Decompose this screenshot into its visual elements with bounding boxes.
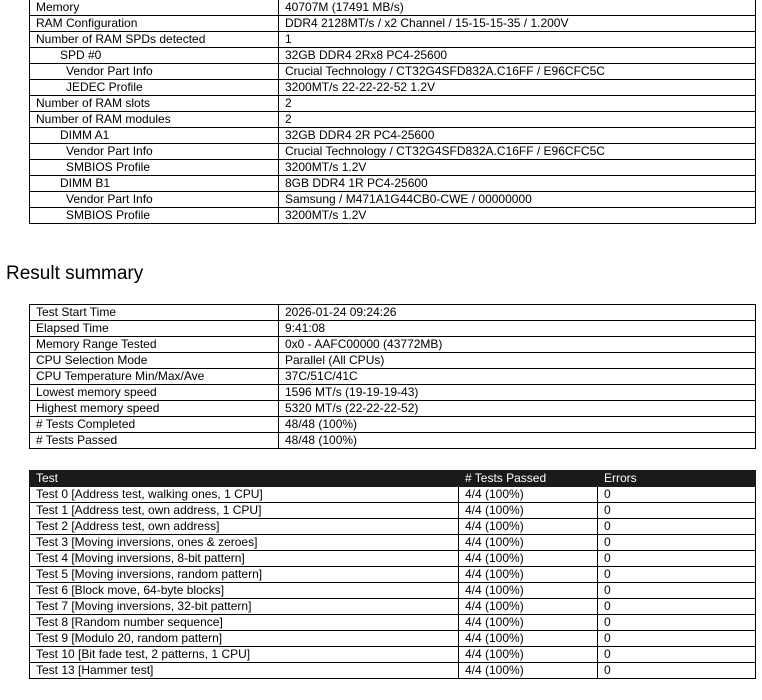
- system-info-body: [30, 0, 756, 224]
- test-results-body: [30, 487, 756, 679]
- system-info-row-label: JEDEC Profile: [30, 80, 279, 96]
- test-name-cell: Test 3 [Moving inversions, ones & zeroes]: [30, 535, 459, 551]
- tests-passed-cell: 4/4 (100%): [459, 631, 598, 647]
- test-name-cell: Test 6 [Block move, 64-byte blocks]: [30, 583, 459, 599]
- test-name-cell: Test 8 [Random number sequence]: [30, 615, 459, 631]
- summary-row-value: 1596 MT/s (19-19-19-43): [279, 385, 756, 401]
- summary-row: [30, 385, 756, 401]
- tests-passed-cell: 4/4 (100%): [459, 647, 598, 663]
- summary-row-value: 37C/51C/41C: [279, 369, 756, 385]
- tests-passed-cell: 4/4 (100%): [459, 519, 598, 535]
- tests-passed-cell: 4/4 (100%): [459, 615, 598, 631]
- test-name-cell: Test 5 [Moving inversions, random pattern]: [30, 567, 459, 583]
- system-info-row: [30, 112, 756, 128]
- test-name-cell: Test 1 [Address test, own address, 1 CPU]: [30, 503, 459, 519]
- test-results-header-row: [30, 471, 756, 487]
- system-info-row: [30, 192, 756, 208]
- summary-row: [30, 369, 756, 385]
- system-info-row-label: Memory: [30, 0, 279, 16]
- system-info-row: [30, 16, 756, 32]
- errors-cell: 0: [598, 567, 756, 583]
- system-info-row-label: SMBIOS Profile: [30, 208, 279, 224]
- tests-passed-cell: 4/4 (100%): [459, 551, 598, 567]
- summary-row: [30, 305, 756, 321]
- table-row: [30, 615, 756, 631]
- system-info-row-label: RAM Configuration: [30, 16, 279, 32]
- table-row: [30, 551, 756, 567]
- errors-cell: 0: [598, 663, 756, 679]
- system-info-row-value: Crucial Technology / CT32G4SFD832A.C16FF / E96CFC5C: [279, 64, 756, 80]
- system-info-row-value: 8GB DDR4 1R PC4-25600: [279, 176, 756, 192]
- test-name-cell: Test 7 [Moving inversions, 32-bit pattern]: [30, 599, 459, 615]
- system-info-row-label: Number of RAM slots: [30, 96, 279, 112]
- errors-cell: 0: [598, 535, 756, 551]
- summary-row-label: CPU Selection Mode: [30, 353, 279, 369]
- system-info-row-value: 3200MT/s 1.2V: [279, 208, 756, 224]
- test-name-cell: Test 13 [Hammer test]: [30, 663, 459, 679]
- system-info-table: [29, 0, 756, 224]
- errors-cell: 0: [598, 583, 756, 599]
- result-summary-heading: Result summary: [6, 263, 144, 284]
- errors-cell: 0: [598, 647, 756, 663]
- system-info-row-label: Number of RAM modules: [30, 112, 279, 128]
- summary-row-value: 48/48 (100%): [279, 433, 756, 449]
- summary-row: [30, 353, 756, 369]
- system-info-row: [30, 208, 756, 224]
- errors-cell: 0: [598, 503, 756, 519]
- system-info-row-value: 32GB DDR4 2R PC4-25600: [279, 128, 756, 144]
- summary-row-value: 9:41:08: [279, 321, 756, 337]
- summary-row-label: Elapsed Time: [30, 321, 279, 337]
- errors-cell: 0: [598, 487, 756, 503]
- summary-row-value: Parallel (All CPUs): [279, 353, 756, 369]
- table-row: [30, 535, 756, 551]
- table-row: [30, 599, 756, 615]
- summary-row: [30, 417, 756, 433]
- summary-row-label: Memory Range Tested: [30, 337, 279, 353]
- system-info-row: [30, 64, 756, 80]
- table-row: [30, 567, 756, 583]
- summary-row-label: # Tests Completed: [30, 417, 279, 433]
- test-results-table: [29, 470, 756, 679]
- test-name-cell: Test 10 [Bit fade test, 2 patterns, 1 CPU]: [30, 647, 459, 663]
- table-row: [30, 487, 756, 503]
- summary-row: [30, 433, 756, 449]
- table-row: [30, 647, 756, 663]
- summary-row-label: # Tests Passed: [30, 433, 279, 449]
- tests-passed-cell: 4/4 (100%): [459, 663, 598, 679]
- summary-row-label: Highest memory speed: [30, 401, 279, 417]
- table-row: [30, 583, 756, 599]
- table-row: [30, 503, 756, 519]
- summary-row: [30, 321, 756, 337]
- system-info-row-value: 3200MT/s 22-22-22-52 1.2V: [279, 80, 756, 96]
- column-header-tests-passed: # Tests Passed: [459, 471, 598, 487]
- system-info-row: [30, 144, 756, 160]
- system-info-row: [30, 96, 756, 112]
- system-info-row-label: SPD #0: [30, 48, 279, 64]
- system-info-row-value: 2: [279, 96, 756, 112]
- summary-row-label: Lowest memory speed: [30, 385, 279, 401]
- table-row: [30, 631, 756, 647]
- summary-row-value: 0x0 - AAFC00000 (43772MB): [279, 337, 756, 353]
- summary-row-value: 2026-01-24 09:24:26: [279, 305, 756, 321]
- system-info-row-value: 32GB DDR4 2Rx8 PC4-25600: [279, 48, 756, 64]
- system-info-row: [30, 80, 756, 96]
- summary-row: [30, 401, 756, 417]
- test-name-cell: Test 2 [Address test, own address]: [30, 519, 459, 535]
- system-info-row-label: Vendor Part Info: [30, 192, 279, 208]
- test-name-cell: Test 9 [Modulo 20, random pattern]: [30, 631, 459, 647]
- system-info-row-value: Samsung / M471A1G44CB0-CWE / 00000000: [279, 192, 756, 208]
- summary-row-value: 5320 MT/s (22-22-22-52): [279, 401, 756, 417]
- summary-row: [30, 337, 756, 353]
- system-info-row-label: Number of RAM SPDs detected: [30, 32, 279, 48]
- system-info-row-label: Vendor Part Info: [30, 64, 279, 80]
- table-row: [30, 519, 756, 535]
- column-header-test: Test: [30, 471, 459, 487]
- tests-passed-cell: 4/4 (100%): [459, 535, 598, 551]
- tests-passed-cell: 4/4 (100%): [459, 583, 598, 599]
- summary-row-value: 48/48 (100%): [279, 417, 756, 433]
- tests-passed-cell: 4/4 (100%): [459, 567, 598, 583]
- result-summary-body: [30, 305, 756, 449]
- summary-row-label: CPU Temperature Min/Max/Ave: [30, 369, 279, 385]
- system-info-row: [30, 32, 756, 48]
- system-info-row-value: 1: [279, 32, 756, 48]
- test-name-cell: Test 0 [Address test, walking ones, 1 CPU]: [30, 487, 459, 503]
- tests-passed-cell: 4/4 (100%): [459, 503, 598, 519]
- system-info-row: [30, 48, 756, 64]
- result-summary-table: [29, 304, 756, 449]
- tests-passed-cell: 4/4 (100%): [459, 599, 598, 615]
- errors-cell: 0: [598, 599, 756, 615]
- errors-cell: 0: [598, 631, 756, 647]
- tests-passed-cell: 4/4 (100%): [459, 487, 598, 503]
- errors-cell: 0: [598, 551, 756, 567]
- system-info-row-label: DIMM B1: [30, 176, 279, 192]
- system-info-row-value: 40707M (17491 MB/s): [279, 0, 756, 16]
- system-info-row: [30, 160, 756, 176]
- system-info-row-label: DIMM A1: [30, 128, 279, 144]
- system-info-row: [30, 128, 756, 144]
- system-info-row-label: SMBIOS Profile: [30, 160, 279, 176]
- system-info-row: [30, 176, 756, 192]
- system-info-row: [30, 0, 756, 16]
- summary-row-label: Test Start Time: [30, 305, 279, 321]
- system-info-row-value: DDR4 2128MT/s / x2 Channel / 15-15-15-35 / 1.200V: [279, 16, 756, 32]
- system-info-row-value: 3200MT/s 1.2V: [279, 160, 756, 176]
- system-info-row-value: 2: [279, 112, 756, 128]
- column-header-errors: Errors: [598, 471, 756, 487]
- system-info-row-label: Vendor Part Info: [30, 144, 279, 160]
- test-name-cell: Test 4 [Moving inversions, 8-bit pattern]: [30, 551, 459, 567]
- table-row: [30, 663, 756, 679]
- errors-cell: 0: [598, 615, 756, 631]
- system-info-row-value: Crucial Technology / CT32G4SFD832A.C16FF / E96CFC5C: [279, 144, 756, 160]
- errors-cell: 0: [598, 519, 756, 535]
